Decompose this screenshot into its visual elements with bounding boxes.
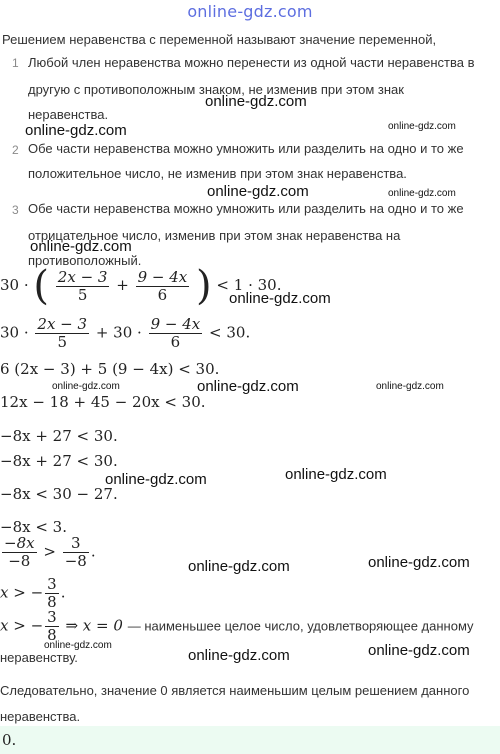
close-paren: ) <box>196 263 212 309</box>
watermark: online-gdz.com <box>205 93 307 110</box>
math-step-8: −8x < 3. <box>0 518 67 536</box>
math-step-9: $\frac{-8x}{-8}$ > $\frac{3}{-8}$ . <box>4 534 96 570</box>
rule-3-line-2: отрицательное число, изменив при этом знак неравенства на <box>28 228 401 243</box>
conclusion-line-1: Следовательно, значение 0 является наименьшим целым решением данного <box>0 683 470 698</box>
watermark: online-gdz.com <box>368 642 470 659</box>
watermark: online-gdz.com <box>197 378 299 395</box>
open-paren: ( <box>33 263 50 309</box>
watermark: online-gdz.com <box>376 381 444 392</box>
math-step-6: −8x + 27 < 30. <box>0 452 118 470</box>
fraction: $\frac{-8x}{-8}$ <box>4 534 35 570</box>
fraction: $\frac{3}{8}$ <box>47 608 57 644</box>
answer-value: 0. <box>2 731 17 749</box>
watermark: online-gdz.com <box>207 183 309 200</box>
fraction: $\frac{2x - 3}{5}$ <box>57 267 108 304</box>
rule-3-line-3: противоположный. <box>28 253 142 268</box>
math-step-11-continued: неравенству. <box>0 650 78 665</box>
rule-3-line-1: Обе части неравенства можно умножить или разделить на одно и то же <box>28 201 464 216</box>
fraction: $\frac{9 - 4x}{6}$ <box>150 315 201 351</box>
intro-text: Решением неравенства с переменной называют значение переменной, <box>2 32 437 47</box>
math-step-2: 30 · $\frac{2x - 3}{5}$ + 30 · $\frac{9 - 4x}{6}$ < 30. <box>0 315 251 351</box>
watermark: online-gdz.com <box>30 238 132 255</box>
watermark: online-gdz.com <box>188 558 290 575</box>
watermark: online-gdz.com <box>368 554 470 571</box>
fraction: $\frac{2x - 3}{5}$ <box>37 315 88 351</box>
conclusion-line-2: неравенства. <box>0 709 81 724</box>
watermark: online-gdz.com <box>229 290 331 307</box>
rule-1-line-3: неравенства. <box>28 107 109 122</box>
fraction: $\frac{3}{-8}$ <box>64 534 87 570</box>
rule-3-number: 3 <box>12 203 19 217</box>
rule-2-number: 2 <box>12 143 19 157</box>
watermark: online-gdz.com <box>44 640 112 651</box>
watermark: online-gdz.com <box>285 466 387 483</box>
rule-1-number: 1 <box>12 56 19 70</box>
watermark: online-gdz.com <box>388 188 456 199</box>
fraction: $\frac{9 - 4x}{6}$ <box>137 267 188 304</box>
math-step-11: x > − $\frac{3}{8}$ ⇒ x = 0 — наименьшее целое число, удовлетворяющее данному <box>0 608 474 644</box>
math-step-4: 12x − 18 + 45 − 20x < 30. <box>0 393 206 411</box>
watermark: online-gdz.com <box>52 381 120 392</box>
watermark: online-gdz.com <box>188 647 290 664</box>
math-step-3: 6 (2x − 3) + 5 (9 − 4x) < 30. <box>0 360 220 378</box>
fraction: $\frac{3}{8}$ <box>47 575 57 611</box>
math-step-7: −8x < 30 − 27. <box>0 485 118 503</box>
rule-1-line-2: другую с противоположным знаком, не изменив при этом знак <box>28 82 404 97</box>
rule-1-line-1: Любой член неравенства можно перенести из одной части неравенства в <box>28 55 475 70</box>
math-step-5: −8x + 27 < 30. <box>0 427 118 445</box>
math-step-10: x > − $\frac{3}{8}$ . <box>0 575 66 611</box>
rule-2-line-2: положительное число, не изменив при этом знак неравенства. <box>28 166 407 181</box>
watermark: online-gdz.com <box>25 122 127 139</box>
site-header: online-gdz.com <box>187 2 313 21</box>
watermark: online-gdz.com <box>388 121 456 132</box>
rule-2-line-1: Обе части неравенства можно умножить или разделить на одно и то же <box>28 141 464 156</box>
math-step-1: 30 · ( $\frac{2x - 3}{5}$ + $\frac{9 - 4x}{6}$ ) < 1 · 30. <box>0 263 282 309</box>
watermark: online-gdz.com <box>105 471 207 488</box>
answer-box <box>0 726 500 754</box>
